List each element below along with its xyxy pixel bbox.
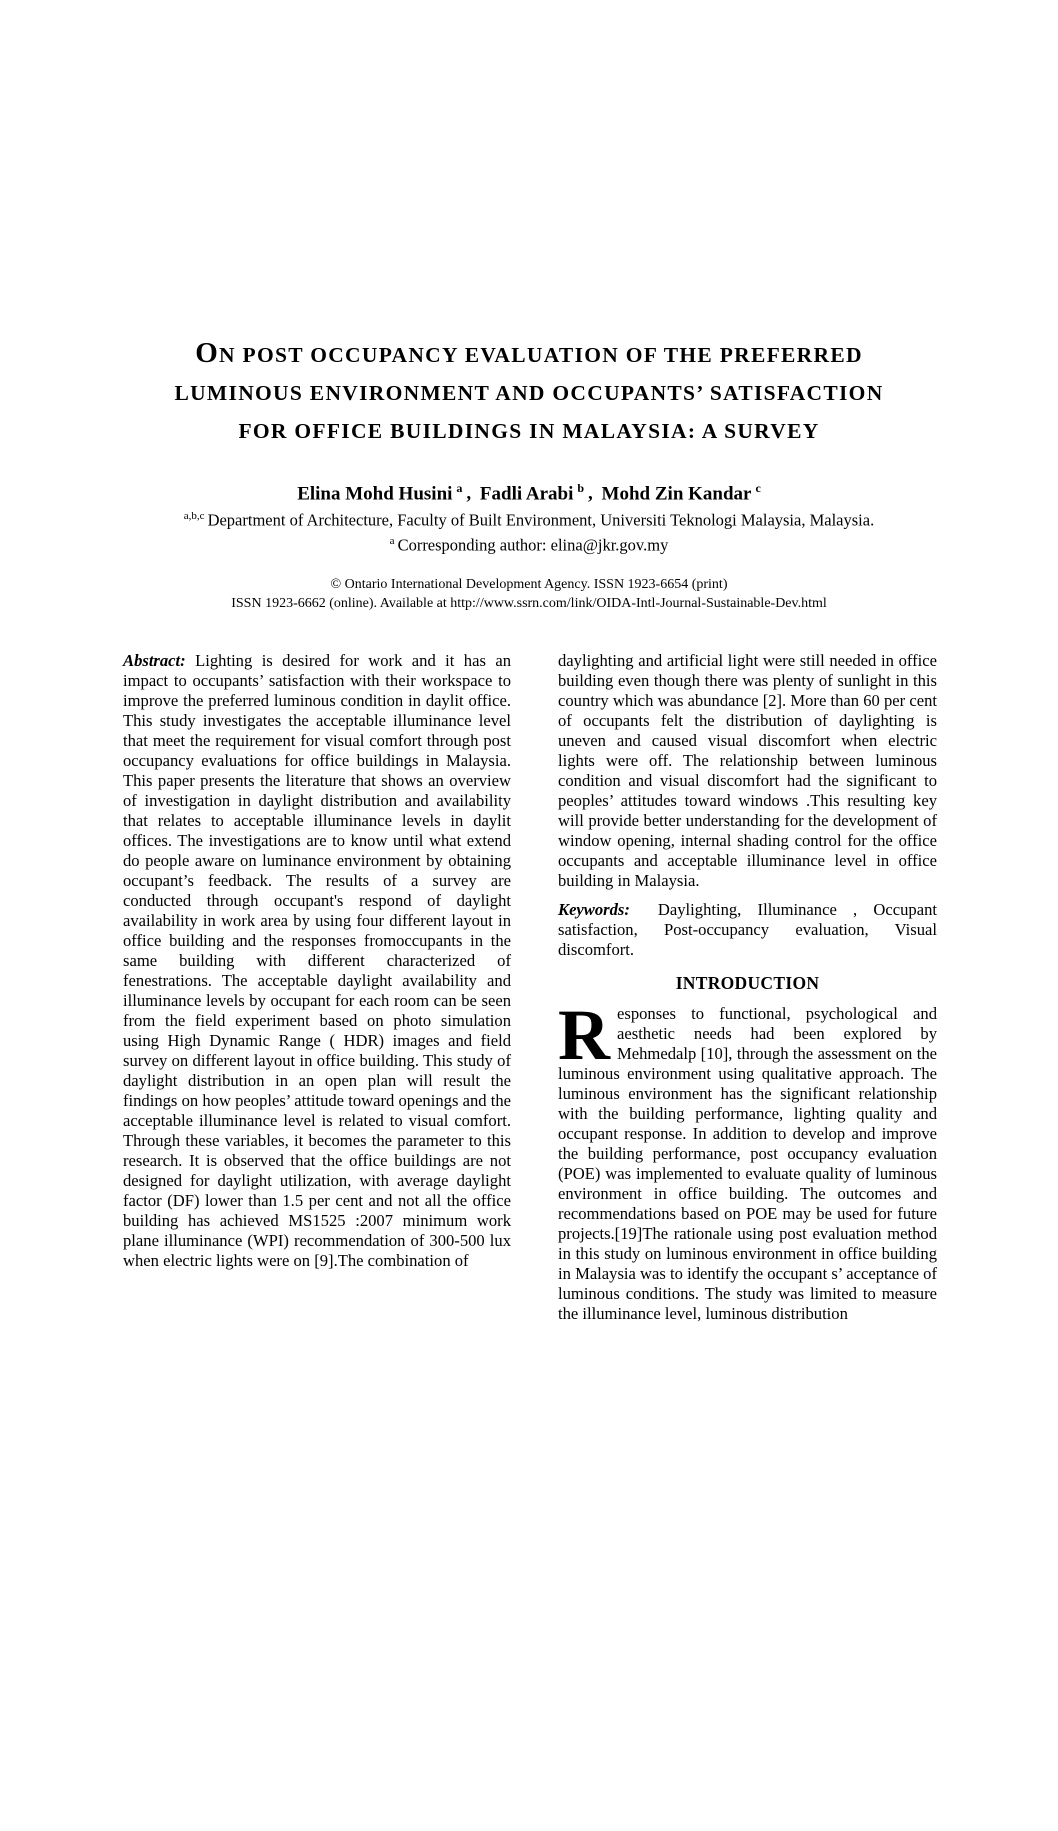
publisher-line-1: © Ontario International Development Agency. ISSN 1923-6654 (print) <box>330 577 728 593</box>
right-column <box>558 651 937 1324</box>
introduction-heading: INTRODUCTION <box>675 973 820 994</box>
abstract-paragraph <box>123 651 511 1271</box>
corresponding-author-line <box>0 531 1058 556</box>
title-line-1-rest: N POST OCCUPANCY EVALUATION OF THE PREFERRED <box>219 343 863 367</box>
title-line-3: FOR OFFICE BUILDINGS IN MALAYSIA: A SURVEY <box>238 419 820 443</box>
author-separator-2: , <box>588 483 593 505</box>
title-initial: O <box>195 337 220 369</box>
keywords-label: Keywords: <box>558 900 630 920</box>
author-separator-1: , <box>466 483 472 505</box>
abstract-continuation-paragraph: daylighting and artificial light were still needed in office building even though there was plenty of sunlight in this country which was abundance [2]. More than 60 per cent of occupants felt the distribution of daylighting is uneven and caused visual discomfort when electric lights were off. The relationship between luminous condition and visual discomfort had the significant to peoples’ attitudes toward windows .This resulting key will provide better understanding for the development of window opening, internal shading control for the office occupants and acceptable illuminance level in office building in Malaysia. <box>558 651 937 891</box>
corresponding-text: Corresponding author: elina@jkr.gov.my <box>397 535 669 555</box>
abstract-text: Lighting is desired for work and it has an impact to occupants’ satisfaction with their workspace to improve the preferred luminous condition in daylit office. This study investigates the acceptable illuminance level that meet the requirement for visual comfort through post occupancy evaluations for office buildings in Malaysia. This paper presents the literature that shows an overview of investigation in daylight distribution and availability that relates to acceptable illuminance levels in daylit offices. The investigations are to know until what extend do people aware on luminance environment by obtaining occupant’s feedback. The results of a survey are conducted through occupant's respond of daylight availability in work area by using four different layout in office building and the responses fromoccupants in the same building with different characterized of fenestrations. The acceptable daylight availability and illuminance levels by occupant for each room can be seen from the field experiment based on photo simulation using High Dynamic Range ( HDR) images and field survey on different layout in office building. This study of daylight distribution in an open plan will result the findings on how peoples’ attitude toward openings and the acceptable illuminance level is related to visual comfort. Through these variables, it becomes the parameter to this research. It is observed that the office buildings are not designed for daylight utilization, with average daylight factor (DF) lower than 1.5 per cent and not all the office building has achieved MS1525 :2007 minimum work plane illuminance (WPI) recommendation of 300-500 lux when electric lights were on [9].The combination of <box>123 651 511 1271</box>
author-superscript-1: a <box>456 481 463 495</box>
publisher-info <box>0 576 1058 613</box>
author-superscript-2: b <box>577 481 585 495</box>
title-block <box>0 334 1058 450</box>
author-name-3: Mohd Zin Kandar <box>601 483 752 505</box>
paper-title <box>0 334 1058 450</box>
affiliation-line <box>0 506 1058 531</box>
keywords-paragraph <box>558 900 937 960</box>
author-name-1: Elina Mohd Husini <box>297 483 453 505</box>
paper-page <box>0 334 1058 1831</box>
author-byline <box>0 476 1058 506</box>
body-columns <box>0 651 1058 1324</box>
drop-cap: R <box>558 995 610 1076</box>
affiliation-text: Department of Architecture, Faculty of Built Environment, Universiti Teknologi Malaysia, Malaysia. <box>207 510 875 530</box>
abstract-label: Abstract: <box>123 651 186 671</box>
publisher-line-2: ISSN 1923-6662 (online). Available at http://www.ssrn.com/link/OIDA-Intl-Journal-Sustainable-Dev.html <box>231 595 827 611</box>
left-column <box>123 651 511 1271</box>
title-line-1 <box>0 334 1058 374</box>
corresponding-superscript: a <box>389 534 395 547</box>
affiliation-superscript: a,b,c <box>183 510 205 523</box>
author-superscript-3: c <box>755 481 761 495</box>
keywords-text: Daylighting, Illuminance , Occupant satisfaction, Post-occupancy evaluation, Visual discomfort. <box>558 900 937 960</box>
author-name-2: Fadli Arabi <box>479 483 574 505</box>
introduction-paragraph <box>558 995 937 1324</box>
title-line-2: LUMINOUS ENVIRONMENT AND OCCUPANTS’ SATISFACTION <box>174 381 884 405</box>
introduction-text: esponses to functional, psychological and aesthetic needs had been explored by Mehmedalp [10], through the assessment on the luminous environment using qualitative approach. The luminous environment has the significant relationship with the building performance, lighting quality and occupant response. In addition to develop and improve the building performance, post occupancy evaluation (POE) was implemented to evaluate quality of luminous environment in office building. The outcomes and recommendations based on POE may be used for future projects.[19]The rationale using post evaluation method in this study on luminous environment in office building in Malaysia was to identify the occupant s’ acceptance of luminous conditions. The study was limited to measure the illuminance level, luminous distribution <box>558 1004 937 1324</box>
